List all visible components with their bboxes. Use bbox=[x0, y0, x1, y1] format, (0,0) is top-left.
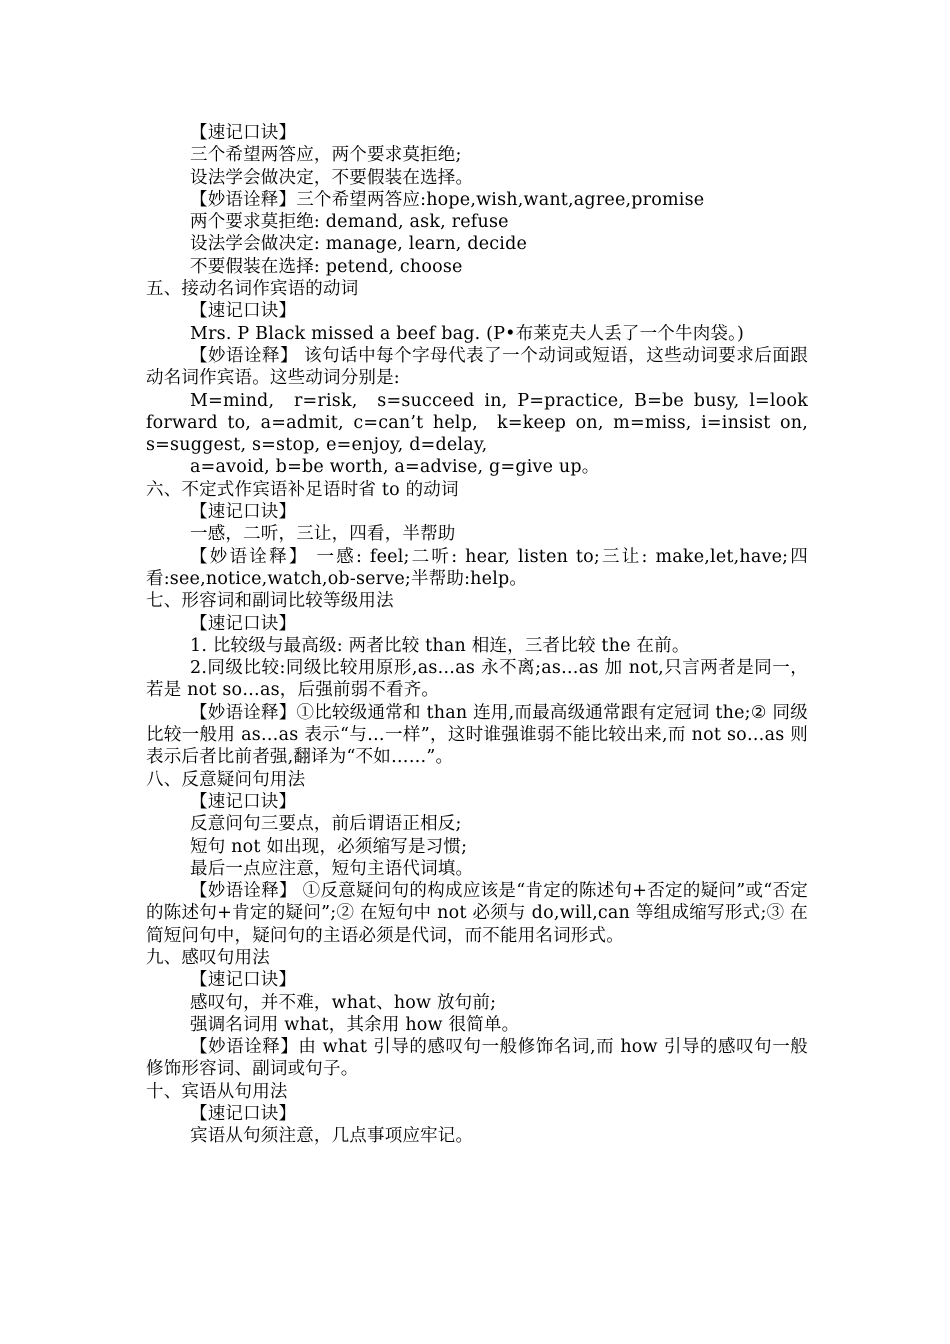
mnemonic-heading: 【速记口诀】 bbox=[190, 502, 297, 523]
explanation-paragraph: 【妙语诠释】①比较级通常和 than 连用,而最高级通常跟有定冠词 the;② 同级比较一般用 as…as 表示“与…一样”，这时谁强谁弱不能比较出来,而 not so…as 则表示后者比前者强,翻译为“不如……”。 bbox=[146, 702, 808, 768]
mnemonic-line: 三个希望两答应，两个要求莫拒绝; bbox=[190, 145, 462, 166]
section-heading-9: 九、感叹句用法 bbox=[146, 947, 270, 968]
mnemonic-line: 强调名词用 what，其余用 how 很简单。 bbox=[190, 1014, 520, 1035]
explanation-line: 两个要求莫拒绝: demand, ask, refuse bbox=[190, 212, 509, 233]
mnemonic-paragraph: 2.同级比较:同级比较用原形,as…as 永不离;as…as 加 not,只言两者是同一，若是 not so…as，后强前弱不看齐。 bbox=[146, 658, 808, 701]
document-body bbox=[146, 122, 814, 1148]
mnemonic-heading: 【速记口诀】 bbox=[190, 791, 297, 812]
mnemonic-line: 反意问句三要点，前后谓语正相反; bbox=[190, 814, 462, 835]
mnemonic-line: 一感，二听，三让，四看，半帮助 bbox=[190, 524, 456, 545]
explanation-paragraph: 【妙语诠释】 ①反意疑问句的构成应该是“肯定的陈述句+否定的疑问”或“否定的陈述句+肯定的疑问”;② 在短句中 not 必须与 do,will,can 等组成缩写形式;③ 在简短问句中，疑问句的主语必须是代词，而不能用名词形式。 bbox=[146, 881, 808, 946]
mnemonic-line: 设法学会做决定，不要假装在选择。 bbox=[190, 167, 474, 188]
mnemonic-line: 宾语从句须注意，几点事项应牢记。 bbox=[190, 1126, 474, 1147]
mnemonic-heading: 【速记口诀】 bbox=[190, 613, 297, 634]
mnemonic-line: 1. 比较级与最高级: 两者比较 than 相连，三者比较 the 在前。 bbox=[190, 635, 690, 656]
section-heading-10: 十、宾语从句用法 bbox=[146, 1081, 288, 1102]
mnemonic-line: 感叹句，并不难，what、how 放句前; bbox=[190, 992, 497, 1013]
mnemonic-line: 最后一点应注意，短句主语代词填。 bbox=[190, 858, 474, 879]
mnemonic-heading: 【速记口诀】 bbox=[190, 1104, 297, 1125]
section-heading-7: 七、形容词和副词比较等级用法 bbox=[146, 591, 394, 612]
mnemonic-sentence: Mrs. P Black missed a beef bag. (P•布莱克夫人丢了一个牛肉袋。) bbox=[190, 323, 745, 344]
verb-list-line: a=avoid, b=be worth, a=advise, g=give up。 bbox=[190, 457, 600, 478]
section-heading-5: 五、接动名词作宾语的动词 bbox=[146, 279, 359, 300]
explanation-paragraph: 【妙语诠释】 该句话中每个字母代表了一个动词或短语，这些动词要求后面跟动名词作宾语。这些动词分别是: bbox=[146, 345, 808, 389]
mnemonic-heading: 【速记口诀】 bbox=[190, 970, 297, 991]
section-heading-8: 八、反意疑问句用法 bbox=[146, 769, 306, 790]
mnemonic-heading: 【速记口诀】 bbox=[190, 301, 297, 322]
verb-list-paragraph: M=mind, r=risk, s=succeed in, P=practice, B=be busy, l=look forward to, a=admit, c=can’t help, k=keep on, m=miss, i=insist on, s=suggest, s=stop, e=enjoy, d=delay, bbox=[146, 390, 814, 456]
explanation-paragraph: 【妙语诠释】 一感: feel;二听: hear, listen to;三让: make,let,have;四看:see,notice,watch,ob-serve;半帮助:help。 bbox=[146, 546, 808, 589]
explanation-line: 不要假装在选择: petend, choose bbox=[190, 256, 463, 277]
section-heading-6: 六、不定式作宾语补足语时省 to 的动词 bbox=[146, 479, 459, 500]
explanation-line: 【妙语诠释】三个希望两答应:hope,wish,want,agree,promise bbox=[190, 189, 705, 210]
mnemonic-heading: 【速记口诀】 bbox=[190, 123, 297, 143]
explanation-paragraph: 【妙语诠释】由 what 引导的感叹句一般修饰名词,而 how 引导的感叹句一般修饰形容词、副词或句子。 bbox=[146, 1037, 808, 1080]
explanation-line: 设法学会做决定: manage, learn, decide bbox=[190, 234, 528, 255]
mnemonic-line: 短句 not 如出现，必须缩写是习惯; bbox=[190, 836, 468, 857]
